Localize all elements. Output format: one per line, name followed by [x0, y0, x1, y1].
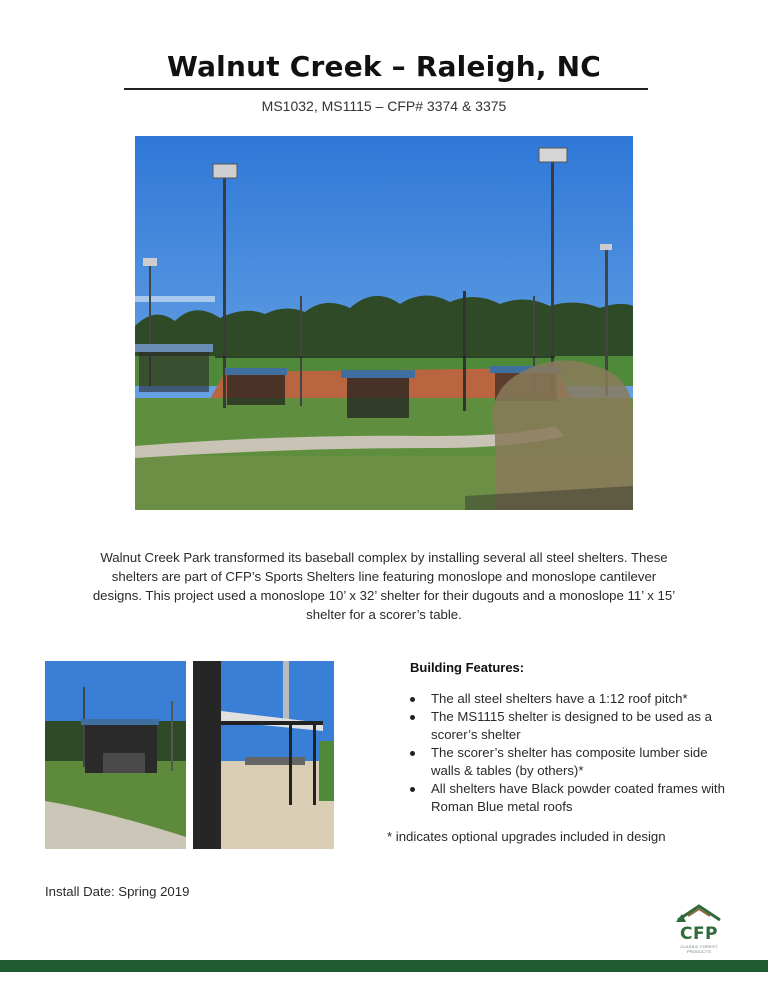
footer-band [0, 960, 768, 972]
install-date: Install Date: Spring 2019 [45, 884, 190, 899]
feature-item: All shelters have Black powder coated frames with Roman Blue metal roofs [409, 780, 729, 816]
logo-wordmark: CFP [679, 924, 719, 944]
optional-upgrades-note: * indicates optional upgrades included in design [387, 829, 666, 844]
hero-photo-baseball-complex [135, 136, 633, 510]
feature-item: The MS1115 shelter is designed to be used as a scorer’s shelter [409, 708, 729, 744]
project-description: Walnut Creek Park transformed its baseball complex by installing several all steel shelters. These shelters are part of CFP’s Sports Shelters line featuring monoslope and monoslope cantilever designs. This project used a monoslope 10’ x 32’ shelter for their dugouts and a monoslope 11’ x 15’ shelter for a scorer’s table. [92, 550, 676, 622]
title-underline [124, 88, 648, 90]
project-codes: MS1032, MS1115 – CFP# 3374 & 3375 [261, 98, 507, 114]
cfp-logo [668, 902, 730, 952]
building-features-list [409, 690, 729, 816]
building-features-heading: Building Features: [410, 660, 525, 675]
logo-subtext: CLASSIC FOREST PRODUCTS [680, 944, 718, 954]
photo-scorers-shelter [45, 661, 186, 849]
page-title: Walnut Creek – Raleigh, NC [166, 50, 602, 83]
feature-item: The all steel shelters have a 1:12 roof pitch* [409, 690, 729, 708]
photo-dugout-shelter [193, 661, 334, 849]
feature-item: The scorer’s shelter has composite lumber side walls & tables (by others)* [409, 744, 729, 780]
house-roof-icon [668, 902, 730, 926]
